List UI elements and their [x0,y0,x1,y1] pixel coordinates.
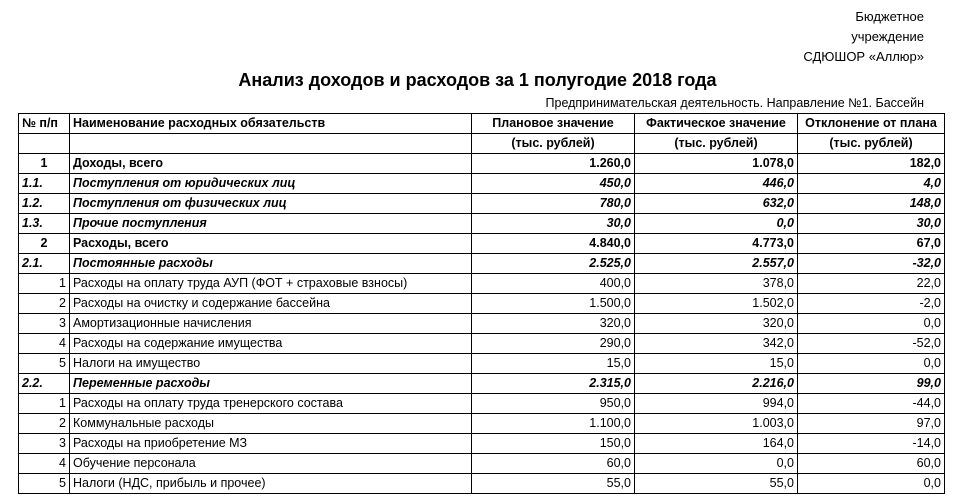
row-plan-value: 450,0 [472,174,635,194]
table-row [19,214,945,234]
table-row [19,274,945,294]
header-plan: Плановое значение [472,114,635,134]
row-name: Расходы на очистку и содержание бассейна [70,294,472,314]
row-number: 1.2. [19,194,70,214]
row-name: Амортизационные начисления [70,314,472,334]
row-deviation-value: -44,0 [798,394,945,414]
row-plan-value: 290,0 [472,334,635,354]
row-deviation-value: 60,0 [798,454,945,474]
header-fact: Фактическое значение [635,114,798,134]
row-fact-value: 2.216,0 [635,374,798,394]
row-deviation-value: 182,0 [798,154,945,174]
row-name: Расходы, всего [70,234,472,254]
report-subtitle: Предпринимательская деятельность. Направление №1. Бассейн [545,96,924,110]
row-fact-value: 320,0 [635,314,798,334]
row-number: 1.1. [19,174,70,194]
row-name: Налоги (НДС, прибыль и прочее) [70,474,472,494]
table-row [19,194,945,214]
table-row [19,254,945,274]
row-plan-value: 4.840,0 [472,234,635,254]
row-plan-value: 1.500,0 [472,294,635,314]
row-name: Обучение персонала [70,454,472,474]
table-row [19,474,945,494]
organization-line-2: учреждение [851,29,924,44]
row-number: 4 [19,454,70,474]
table-row [19,454,945,474]
row-fact-value: 446,0 [635,174,798,194]
row-fact-value: 1.078,0 [635,154,798,174]
organization-block [803,7,924,67]
row-name: Постоянные расходы [70,254,472,274]
header-num: № п/п [19,114,70,134]
row-fact-value: 2.557,0 [635,254,798,274]
header-name: Наименование расходных обязательств [70,114,472,134]
row-fact-value: 342,0 [635,334,798,354]
row-plan-value: 15,0 [472,354,635,374]
table-row [19,234,945,254]
row-number: 4 [19,334,70,354]
table-row [19,394,945,414]
row-deviation-value: 97,0 [798,414,945,434]
budget-table-body [19,114,945,494]
row-plan-value: 2.525,0 [472,254,635,274]
row-number: 2 [19,234,70,254]
row-name: Расходы на приобретение МЗ [70,434,472,454]
header-unit-empty [19,134,70,154]
row-deviation-value: 4,0 [798,174,945,194]
row-number: 1.3. [19,214,70,234]
table-row [19,154,945,174]
row-name: Переменные расходы [70,374,472,394]
row-deviation-value: 0,0 [798,314,945,334]
row-number: 3 [19,434,70,454]
row-deviation-value: 30,0 [798,214,945,234]
row-name: Расходы на оплату труда тренерского состава [70,394,472,414]
row-name: Коммунальные расходы [70,414,472,434]
row-fact-value: 55,0 [635,474,798,494]
budget-table [18,113,945,494]
row-deviation-value: 99,0 [798,374,945,394]
row-name: Прочие поступления [70,214,472,234]
report-title: Анализ доходов и расходов за 1 полугодие 2018 года [238,70,717,90]
row-plan-value: 400,0 [472,274,635,294]
row-plan-value: 950,0 [472,394,635,414]
row-fact-value: 4.773,0 [635,234,798,254]
row-number: 1 [19,154,70,174]
row-fact-value: 15,0 [635,354,798,374]
header-unit-fact: (тыс. рублей) [635,134,798,154]
table-row [19,434,945,454]
table-row [19,314,945,334]
table-row [19,174,945,194]
header-unit-row [19,134,945,154]
row-fact-value: 1.502,0 [635,294,798,314]
row-deviation-value: 0,0 [798,354,945,374]
organization-line-3: СДЮШОР «Аллюр» [803,49,924,64]
row-plan-value: 780,0 [472,194,635,214]
table-row [19,334,945,354]
row-plan-value: 1.260,0 [472,154,635,174]
row-number: 1 [19,274,70,294]
row-name: Доходы, всего [70,154,472,174]
header-row [19,114,945,134]
row-deviation-value: 67,0 [798,234,945,254]
row-deviation-value: -52,0 [798,334,945,354]
row-fact-value: 1.003,0 [635,414,798,434]
row-name: Поступления от юридических лиц [70,174,472,194]
row-fact-value: 164,0 [635,434,798,454]
row-fact-value: 0,0 [635,214,798,234]
row-deviation-value: -14,0 [798,434,945,454]
row-number: 2 [19,414,70,434]
row-name: Расходы на содержание имущества [70,334,472,354]
row-plan-value: 2.315,0 [472,374,635,394]
row-deviation-value: -2,0 [798,294,945,314]
header-unit-deviation: (тыс. рублей) [798,134,945,154]
row-deviation-value: 22,0 [798,274,945,294]
row-plan-value: 320,0 [472,314,635,334]
row-fact-value: 0,0 [635,454,798,474]
row-name: Налоги на имущество [70,354,472,374]
row-plan-value: 60,0 [472,454,635,474]
row-plan-value: 150,0 [472,434,635,454]
table-row [19,374,945,394]
table-row [19,354,945,374]
row-fact-value: 994,0 [635,394,798,414]
row-number: 5 [19,474,70,494]
header-unit-empty [70,134,472,154]
table-row [19,294,945,314]
row-name: Поступления от физических лиц [70,194,472,214]
header-unit-plan: (тыс. рублей) [472,134,635,154]
row-number: 2.2. [19,374,70,394]
row-plan-value: 30,0 [472,214,635,234]
row-number: 2.1. [19,254,70,274]
row-fact-value: 632,0 [635,194,798,214]
row-name: Расходы на оплату труда АУП (ФОТ + страховые взносы) [70,274,472,294]
row-number: 1 [19,394,70,414]
row-plan-value: 55,0 [472,474,635,494]
row-number: 3 [19,314,70,334]
table-row [19,414,945,434]
row-deviation-value: 0,0 [798,474,945,494]
row-deviation-value: -32,0 [798,254,945,274]
header-deviation: Отклонение от плана [798,114,945,134]
row-number: 2 [19,294,70,314]
row-number: 5 [19,354,70,374]
organization-line-1: Бюджетное [855,9,924,24]
row-deviation-value: 148,0 [798,194,945,214]
row-plan-value: 1.100,0 [472,414,635,434]
row-fact-value: 378,0 [635,274,798,294]
